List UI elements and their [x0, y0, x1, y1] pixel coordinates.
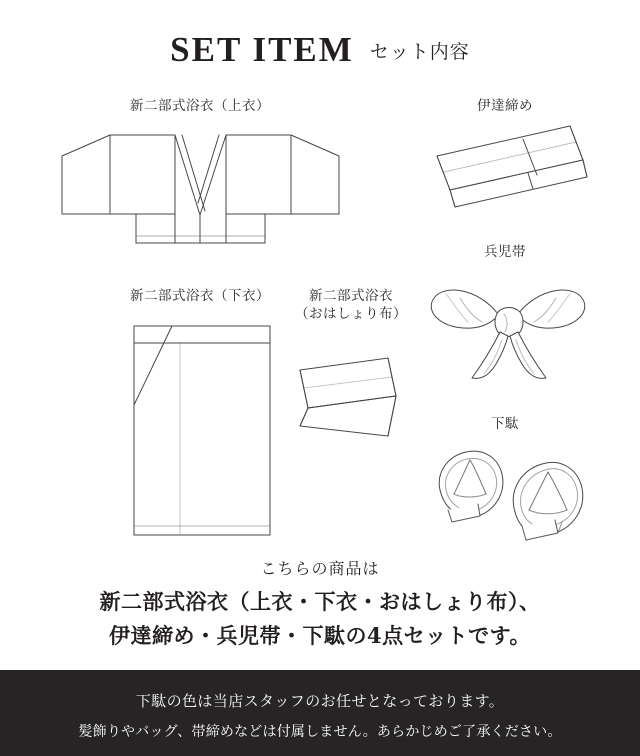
closing-line-2	[0, 620, 640, 653]
illustration-date-jime	[425, 120, 595, 220]
closing-line1-detail: （上衣・下衣・おはしょり布）、	[228, 589, 541, 614]
geta-svg	[418, 438, 603, 553]
closing-lead-row	[0, 556, 640, 579]
label-ohashori-cloth-line2: （おはしょり布）	[295, 306, 407, 323]
label-top-garment: 新二部式浴衣（上衣）	[130, 98, 270, 114]
closing-line-1	[0, 586, 640, 619]
page-title-jp: セット内容	[369, 40, 470, 63]
page-title-en: SET ITEM	[170, 30, 354, 69]
footer-notice	[0, 670, 640, 756]
footer-notice-line2: 髪飾りやバッグ、帯締めなどは付属しません。あらかじめご了承ください。	[78, 724, 562, 740]
heko-obi-svg	[420, 268, 600, 388]
illustration-heko-obi	[420, 268, 600, 388]
closing-line2-unit: 点セット	[382, 623, 469, 648]
label-bottom-garment: 新二部式浴衣（下衣）	[130, 288, 270, 304]
date-jime-svg	[425, 120, 595, 220]
ohashori-cloth-svg	[292, 348, 412, 453]
closing-line2-items: 伊達締め・兵児帯・下駄の	[109, 623, 368, 648]
illustration-top-garment	[48, 118, 353, 273]
label-ohashori-cloth	[286, 287, 416, 323]
closing-line2-count: 4	[367, 623, 383, 648]
closing-line1-main: 新二部式浴衣	[99, 589, 229, 614]
bottom-garment-svg	[120, 310, 285, 545]
page-title	[0, 30, 640, 70]
label-ohashori-cloth-line1: 新二部式浴衣	[309, 288, 393, 304]
illustration-geta	[418, 438, 603, 553]
label-date-jime: 伊達締め	[477, 98, 533, 114]
closing-line2-tail: です。	[468, 623, 531, 648]
illustration-bottom-garment	[120, 310, 285, 545]
label-geta: 下駄	[491, 416, 519, 432]
top-garment-svg	[48, 118, 353, 273]
label-heko-obi: 兵児帯	[484, 244, 526, 260]
closing-lead: こちらの商品は	[260, 559, 380, 578]
illustration-ohashori-cloth	[292, 348, 412, 453]
footer-notice-line1: 下駄の色は当店スタッフのお任せとなっております。	[135, 692, 505, 710]
